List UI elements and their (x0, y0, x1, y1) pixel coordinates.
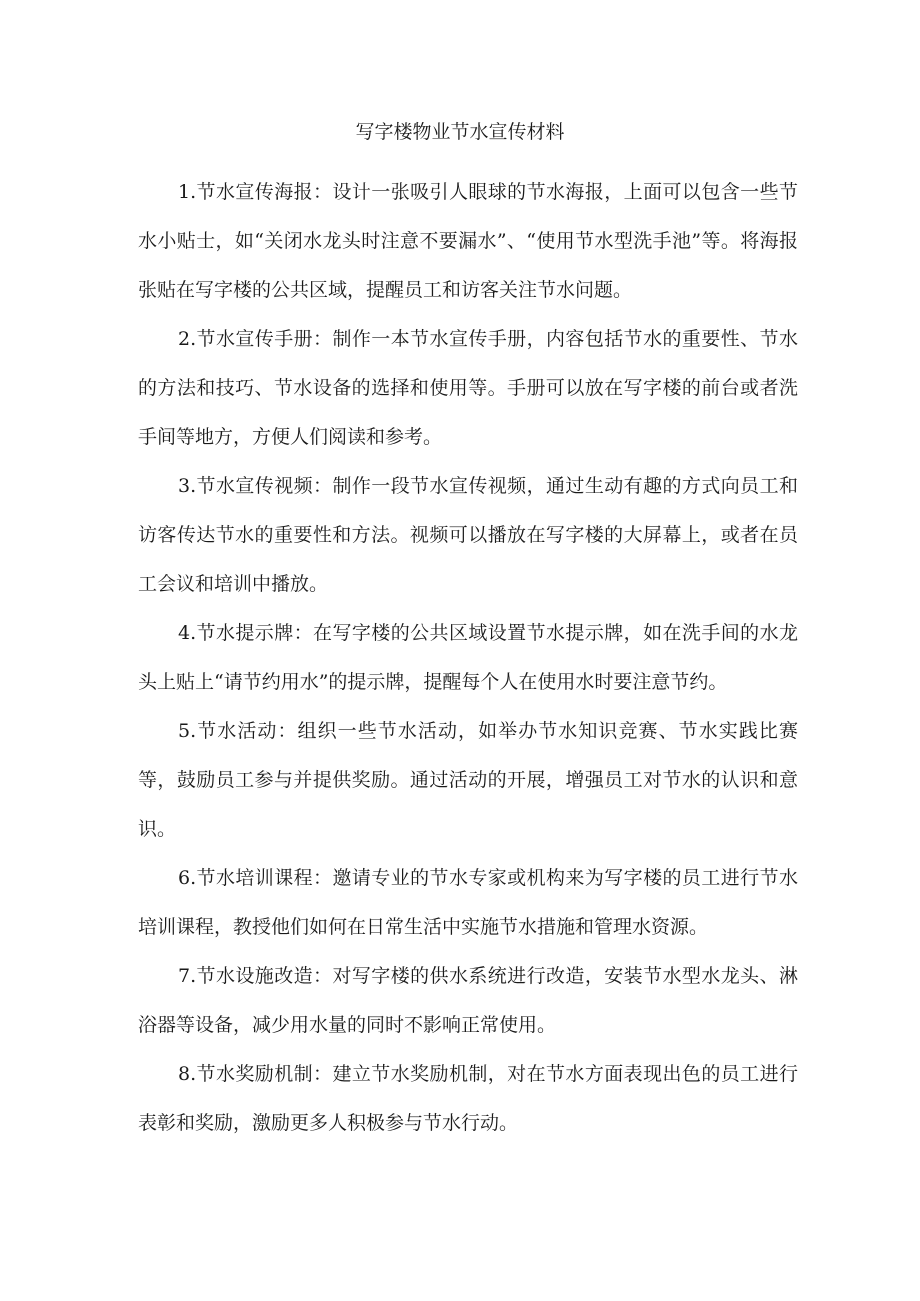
list-item (138, 462, 798, 609)
item-text: .节水提示牌：在写字楼的公共区域设置节水提示牌，如在洗手间的水龙头上贴上“请节约用水”的提示牌，提醒每个人在使用水时要注意节约。 (138, 622, 798, 693)
item-number: 8 (178, 1063, 191, 1085)
item-text: .节水设施改造：对写字楼的供水系统进行改造，安装节水型水龙头、淋浴器等设备，减少用水量的同时不影响正常使用。 (138, 965, 798, 1036)
item-list (138, 168, 798, 1148)
list-item (138, 1050, 798, 1148)
item-text: .节水活动：组织一些节水活动，如举办节水知识竞赛、节水实践比赛等，鼓励员工参与并提供奖励。通过活动的开展，增强员工对节水的认识和意识。 (138, 720, 798, 840)
item-number: 1 (178, 181, 191, 203)
item-number: 7 (178, 965, 191, 987)
item-text: .节水奖励机制：建立节水奖励机制，对在节水方面表现出色的员工进行表彰和奖励，激励更多人积极参与节水行动。 (138, 1063, 798, 1134)
item-number: 6 (178, 867, 191, 889)
document-title: 写字楼物业节水宣传材料 (355, 121, 565, 143)
item-text: .节水宣传视频：制作一段节水宣传视频，通过生动有趣的方式向员工和访客传达节水的重要性和方法。视频可以播放在写字楼的大屏幕上，或者在员工会议和培训中播放。 (138, 475, 798, 595)
item-number: 2 (178, 328, 191, 350)
item-text: .节水培训课程：邀请专业的节水专家或机构来为写字楼的员工进行节水培训课程，教授他们如何在日常生活中实施节水措施和管理水资源。 (138, 867, 798, 938)
list-item (138, 168, 798, 315)
item-number: 5 (178, 720, 191, 742)
list-item (138, 707, 798, 854)
item-text: .节水宣传手册：制作一本节水宣传手册，内容包括节水的重要性、节水的方法和技巧、节水设备的选择和使用等。手册可以放在写字楼的前台或者洗手间等地方，方便人们阅读和参考。 (138, 328, 798, 448)
list-item (138, 952, 798, 1050)
item-text: .节水宣传海报：设计一张吸引人眼球的节水海报，上面可以包含一些节水小贴士，如“关闭水龙头时注意不要漏水”、“使用节水型洗手池”等。将海报张贴在写字楼的公共区域，提醒员工和访客关注节水问题。 (138, 181, 798, 301)
list-item (138, 315, 798, 462)
item-number: 4 (178, 622, 191, 644)
item-number: 3 (178, 475, 191, 497)
list-item (138, 854, 798, 952)
list-item (138, 609, 798, 707)
